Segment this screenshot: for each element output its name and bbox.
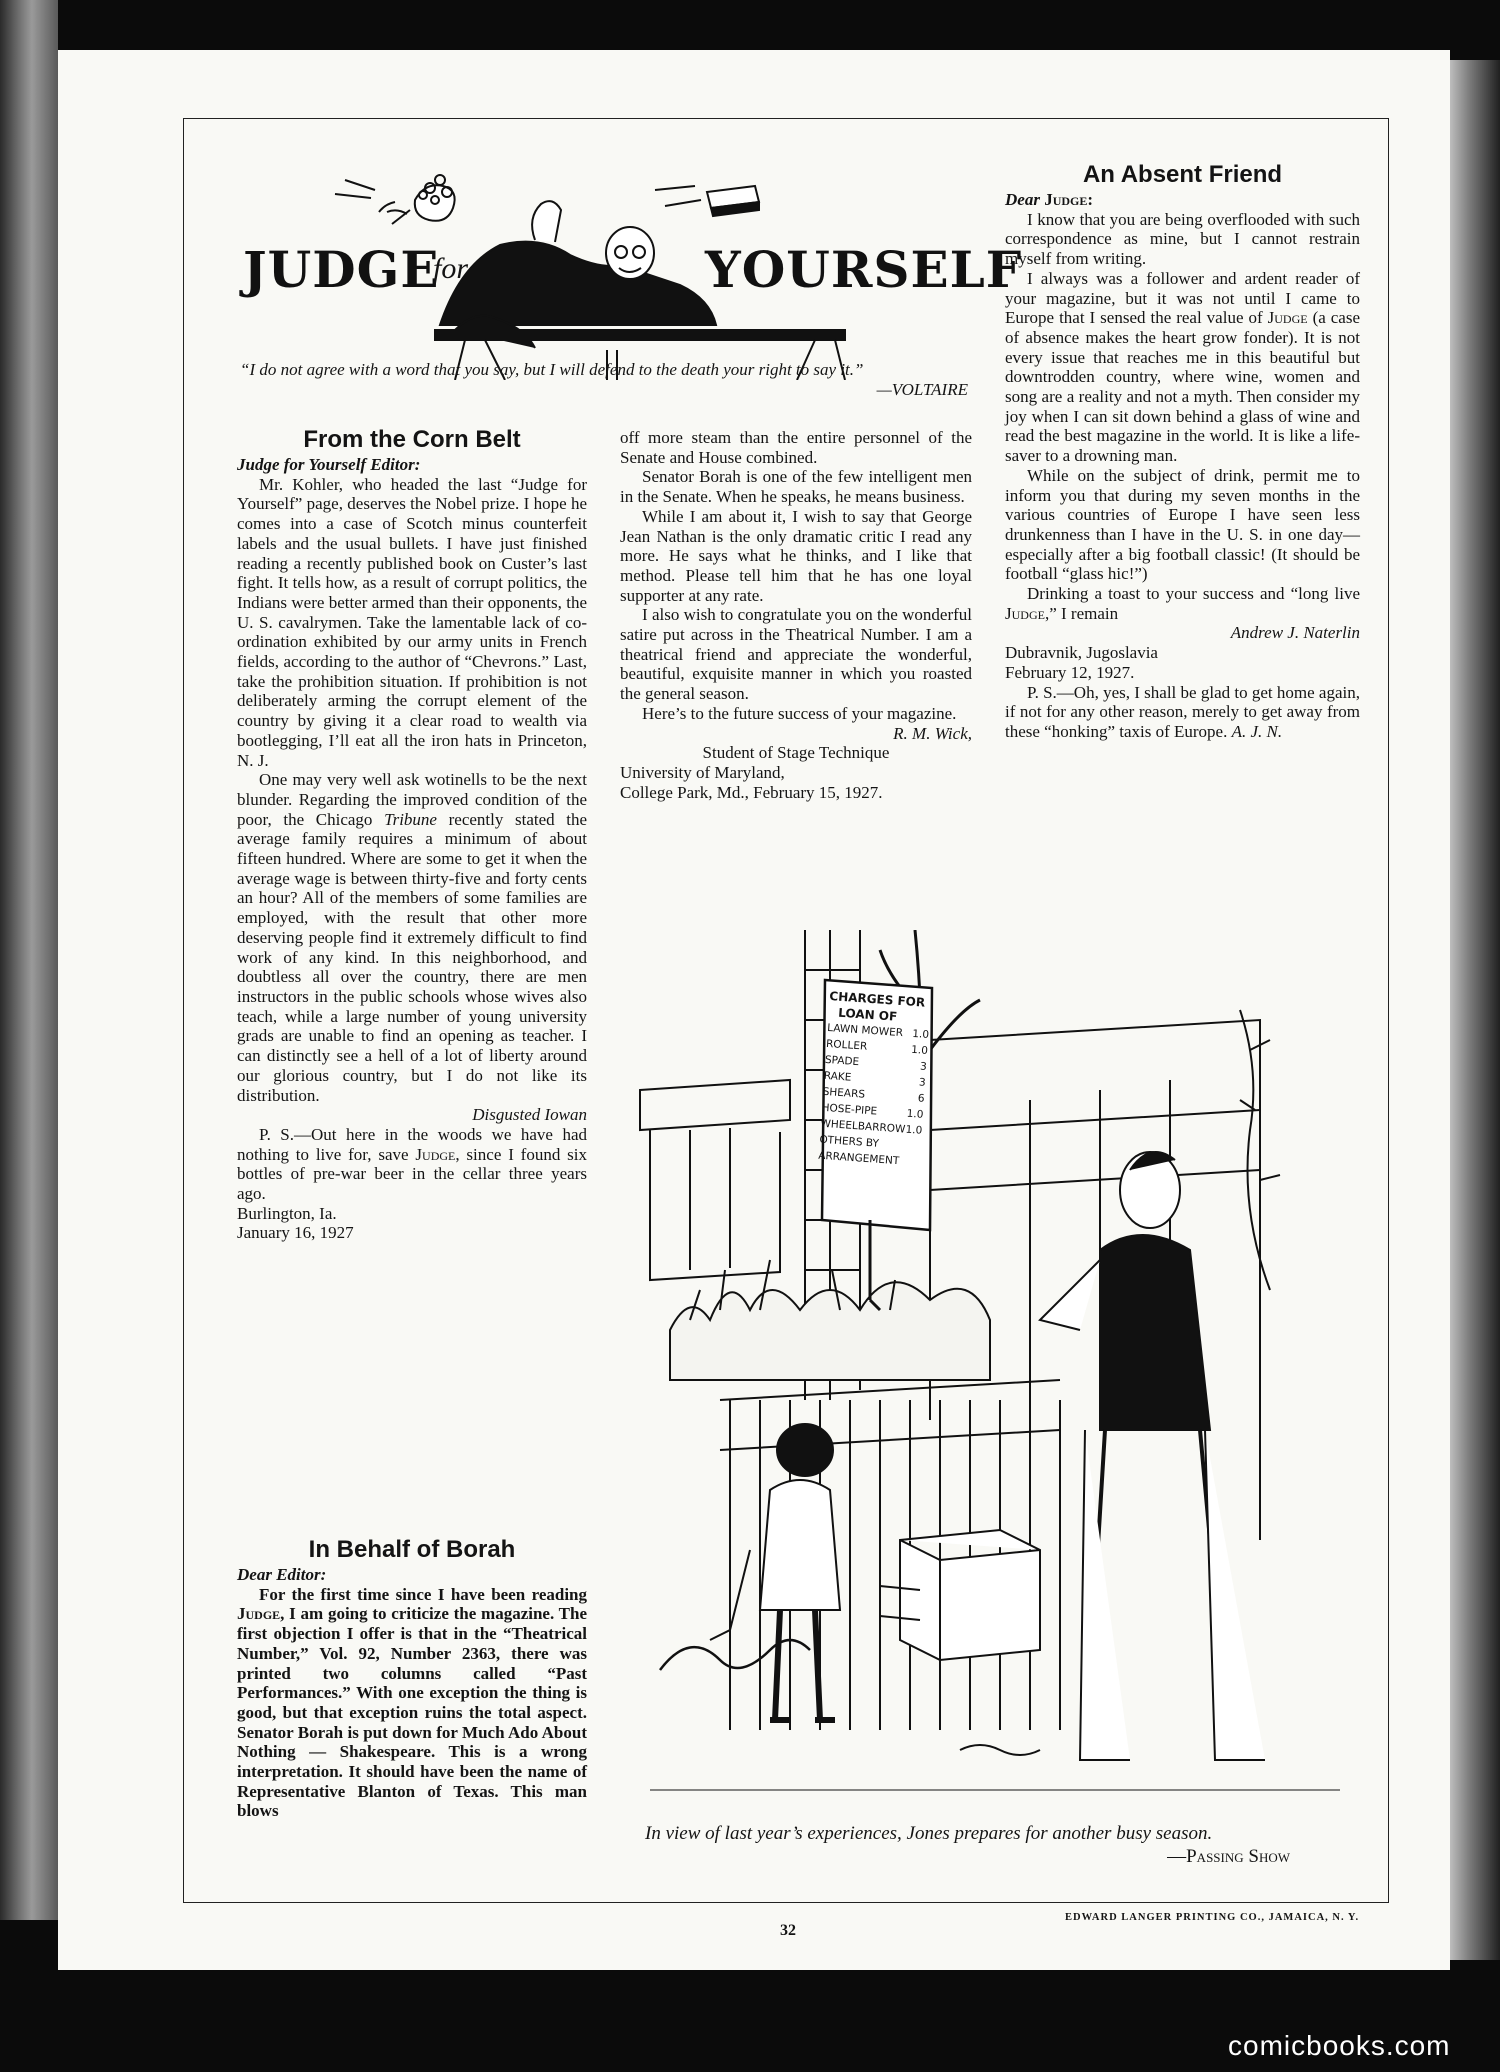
letter-paragraph: One may very well ask wotinells to be the next blunder. Regarding the improved condition of the poor, the Chicago Tribune recently stated the average family requires a minimum of about fifteen hundred. Where are some to get it when the average wage is between thirty-five and forty cents an hour? All of the members of some families are employed, with the result that other more deserving people find it extremely difficult to find work of any kind. In this neighborhood, and doubtless all over the country, there are men instructors in the public schools whose wives also teach, while a large number of young university grads are unable to find an opening as teacher. I can distinctly see a hell of a lot of liberty around our glorious country, but I do not like its distribution.: [237, 770, 588, 1105]
sign-title: CHARGES FOR: [828, 988, 926, 1010]
caption-text: In view of last year’s experiences, Jones prepares for another busy season.: [645, 1823, 1213, 1844]
letter-corn-belt: [237, 425, 587, 1243]
letter-salutation: Dear Judge:: [1005, 190, 1094, 209]
sign-item-price: 3: [918, 1076, 927, 1089]
letter-borah-continued: [620, 428, 972, 802]
letter-place: Burlington, Ia.: [237, 1203, 337, 1223]
letter-salutation: Judge for Yourself Editor:: [237, 455, 421, 474]
letter-paragraph: I know that you are being overflooded with such correspondence as mine, but I cannot restrain myself from writing.: [1005, 209, 1360, 269]
letter-postscript: P. S.—Out here in the woods we have had nothing to live for, save Judge, since I found six bottles of pre-war beer in the cellar three years ago.: [237, 1124, 588, 1204]
quote-attribution: —VOLTAIRE: [876, 380, 968, 399]
letter-paragraph: Mr. Kohler, who headed the last “Judge for Yourself” page, deserves the Nobel prize. I hope he comes into a case of Scotch minus counterfeit labels and the usual bullets. I have just finished reading a recently published book on Custer’s last fight. It tells how, as a result of corrupt politics, the Indians were better armed than their opponents, the U. S. cavalrymen. Take the lamentable lack of co-ordination exhibited by our army units in French fields, according to the author of “Chevrons.” Last, take the prohibition situation. If prohibition is not deliberately arming the corrupt element of the country by giving it a clear road to wealth via bootlegging, I’ll eat all the iron hats in Princeton, N. J.: [237, 474, 587, 770]
letter-paragraph: I also wish to congratulate you on the wonderful satire put across in the Theatrical Number. I am a theatrical friend and appreciate the wonderful, beautiful, exquisite manner in which you roasted the general season.: [620, 605, 972, 704]
letter-signature: Disgusted Iowan: [472, 1105, 587, 1125]
letter-paragraph: While I am about it, I wish to say that George Jean Nathan is the only dramatic critic I read any more. He says what he thinks, and I like that method. Please tell him that he has one loyal supporter at any rate.: [620, 506, 972, 605]
letter-paragraph: off more steam than the entire personnel of the Senate and House combined.: [620, 428, 972, 467]
sign-item-label: SHEARS: [822, 1085, 866, 1101]
voltaire-quote: [240, 360, 990, 399]
sign-item-label: ROLLER: [825, 1037, 868, 1053]
quote-text: “I do not agree with a word that you say, but I will defend to the death your right to say it.”: [240, 360, 864, 379]
sign-item-price: 1.0: [905, 1123, 923, 1137]
sign-item-label: WHEELBARROW: [820, 1117, 906, 1136]
letter-sig-line: College Park, Md., February 15, 1927.: [620, 782, 883, 802]
letter-paragraph: Drinking a toast to your success and “long live Judge,” I remain: [1005, 584, 1360, 623]
masthead-for: for: [433, 252, 469, 285]
letter-postscript: P. S.—Oh, yes, I shall be glad to get home again, if not for any other reason, merely to get away from these “honking” taxis of Europe. A. J. N.: [1005, 682, 1360, 741]
sign-footer: OTHERS BY: [818, 1133, 880, 1150]
letter-place: Dubravnik, Jugoslavia: [1005, 643, 1158, 663]
letter-date: January 16, 1927: [237, 1223, 354, 1243]
letter-date: February 12, 1927.: [1005, 662, 1135, 682]
letter-title: An Absent Friend: [1082, 161, 1283, 188]
sign-item-price: 1.0: [910, 1043, 929, 1057]
letter-borah: [237, 1535, 587, 1821]
letter-paragraph: For the first time since I have been reading Judge, I am going to criticize the magazine. The first objection I offer is that in the “Theatrical Number,” Vol. 92, Number 2363, there was printed two columns called “Past Performances.” With one exception the thing is good, but that exception ruins the total aspect. Senator Borah is put down for Much Ado About Nothing — Shakespeare. This is a wrong interpretation. It should have been the name of Representative Blanton of Texas. This man blows: [237, 1584, 587, 1821]
letter-sig-line: Student of Stage Technique: [702, 743, 890, 763]
sign-items: [820, 1020, 930, 1139]
letter-sig-line: University of Maryland,: [620, 762, 785, 782]
cartoon-illustration: [630, 930, 1355, 1810]
book-binding: [0, 0, 58, 1920]
sign-item-label: HOSE-PIPE: [821, 1101, 878, 1118]
sign-item-label: LAWN MOWER: [826, 1021, 904, 1040]
sign-item-price: 1.0: [906, 1107, 924, 1121]
masthead-judge: JUDGE: [243, 240, 440, 299]
letter-paragraph: Senator Borah is one of the few intelligent men in the Senate. When he speaks, he means business.: [620, 467, 972, 507]
letter-salutation: Dear Editor:: [237, 1565, 327, 1584]
page-number: 32: [780, 1922, 796, 1939]
letter-signature: Andrew J. Naterlin: [1230, 623, 1360, 643]
caption-source: —Passing Show: [1167, 1846, 1290, 1867]
masthead: [235, 150, 1023, 380]
letter-title: From the Corn Belt: [303, 426, 521, 453]
letter-paragraph: I always was a follower and ardent reader of your magazine, but it was not until I came to Europe that I sensed the real value of Judge (a case of absence makes the heart grow fonder). It is not every issue that reaches me in this beautiful but downtrodden country, where wine, women and song are a reality and not a myth. Then consider my joy when I can sit down behind a glass of wine and read the best magazine in the world. It is like a life-saver to a drowning man.: [1005, 268, 1360, 466]
sign-subtitle: LOAN OF: [837, 1005, 898, 1024]
page-edge: [1450, 60, 1500, 1960]
sign-item-label: RAKE: [823, 1069, 852, 1084]
letter-signature: R. M. Wick,: [893, 723, 972, 743]
sign-item-price: 1.0: [911, 1027, 930, 1042]
printer-credit: EDWARD LANGER PRINTING CO., JAMAICA, N. Y.: [1065, 1912, 1360, 1923]
letter-paragraph: Here’s to the future success of your magazine.: [642, 703, 957, 723]
sign-item-price: 3: [919, 1060, 928, 1073]
cartoon-drawing: [630, 930, 1355, 1810]
cartoon-caption: [645, 1822, 1290, 1867]
letter-title: In Behalf of Borah: [308, 1536, 516, 1563]
letter-absent-friend: [1005, 160, 1360, 742]
sign-item-price: 6: [917, 1092, 925, 1105]
masthead-yourself: YOURSELF: [705, 240, 1023, 299]
watermark: comicbooks.com: [1228, 2030, 1451, 2061]
sign-text: [818, 988, 932, 1171]
letter-paragraph: While on the subject of drink, permit me to inform you that during my seven months in the various countries of Europe I have seen less drunkenness than I have in the U. S. in one day—especially after a big football classic! (It should be football “glass hic!”): [1005, 465, 1360, 584]
sign-footer: ARRANGEMENT: [817, 1149, 900, 1168]
sign-item-label: SPADE: [824, 1053, 860, 1069]
